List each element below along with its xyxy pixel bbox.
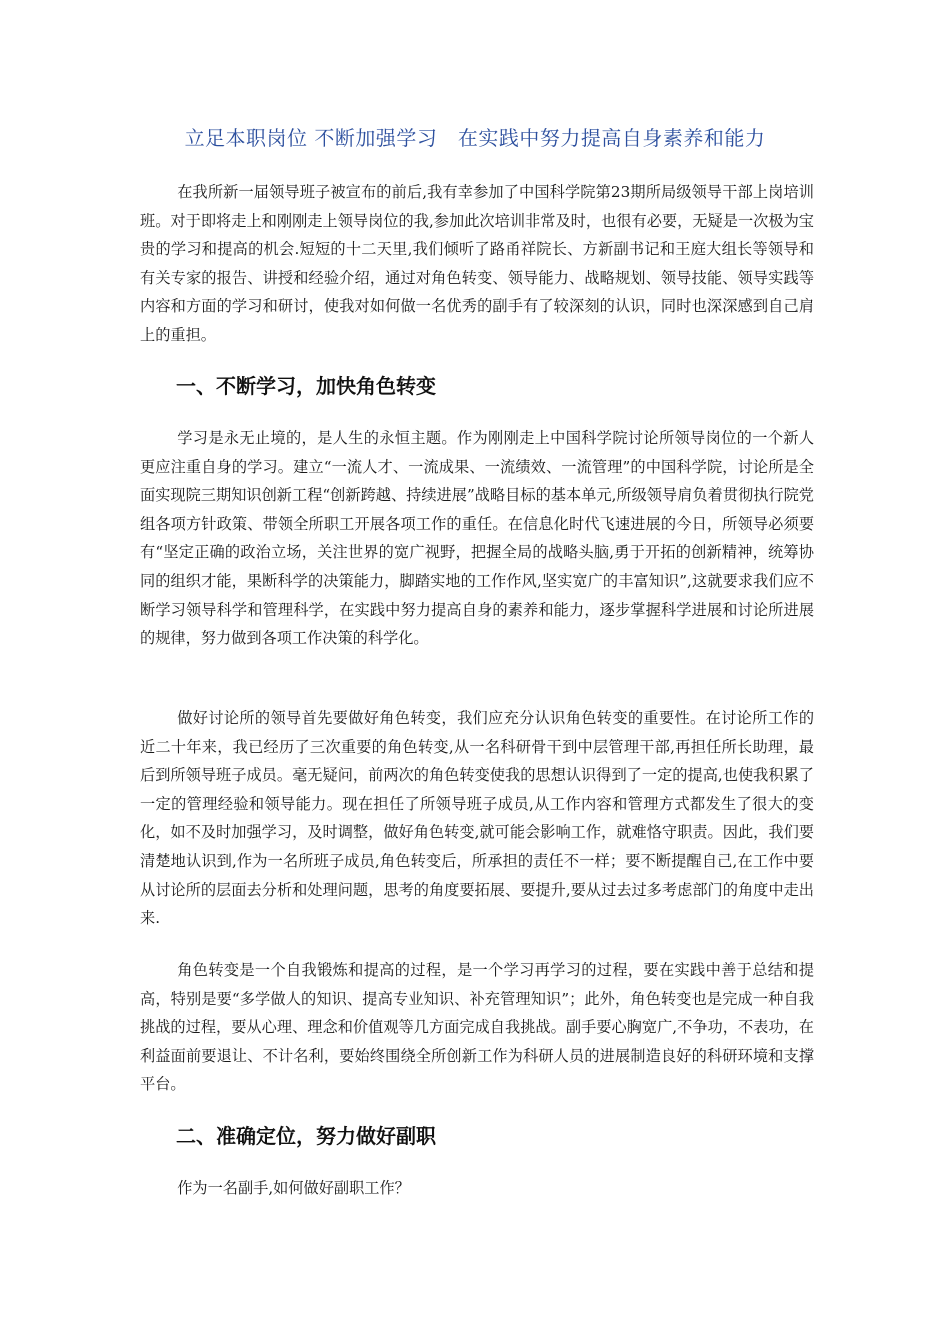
section-1-heading: 一、不断学习，加快角色转变 [176,374,436,398]
section-1-paragraph-3: 角色转变是一个自我锻炼和提高的过程，是一个学习再学习的过程，要在实践中善于总结和提高，特别是要“多学做人的知识、提高专业知识、补充管理知识”；此外，角色转变也是完成一种自我挑战的过程，要从心理、理念和价值观等几方面完成自我挑战。副手要心胸宽广,不争功，不表功，在利益面前要退让、不计名利，要始终围绕全所创新工作为科研人员的进展制造良好的科研环境和支撑平台。 [140,961,814,1094]
intro-paragraph: 在我所新一届领导班子被宣布的前后,我有幸参加了中国科学院第23期所局级领导干部上岗培训班。对于即将走上和刚刚走上领导岗位的我,参加此次培训非常及时，也很有必要，无疑是一次极为宝贵的学习和提高的机会.短短的十二天里,我们倾听了路甬祥院长、方新副书记和王庭大组长等领导和有关专家的报告、讲授和经验介绍，通过对角色转变、领导能力、战略规划、领导技能、领导实践等内容和方面的学习和研讨，使我对如何做一名优秀的副手有了较深刻的认识，同时也深深感到自己肩上的重担。 [140,183,814,344]
section-1-paragraph-1: 学习是永无止境的，是人生的永恒主题。作为刚刚走上中国科学院讨论所领导岗位的一个新人更应注重自身的学习。建立“一流人才、一流成果、一流绩效、一流管理”的中国科学院，讨论所是全面实现院三期知识创新工程“创新跨越、持续进展”战略目标的基本单元,所级领导肩负着贯彻执行院党组各项方针政策、带领全所职工开展各项工作的重任。在信息化时代飞速进展的今日，所领导必须要有“坚定正确的政治立场，关注世界的宽广视野，把握全局的战略头脑,勇于开拓的创新精神，统筹协同的组织才能，果断科学的决策能力，脚踏实地的工作作风,坚实宽广的丰富知识”,这就要求我们应不断学习领导科学和管理科学，在实践中努力提高自身的素养和能力，逐步掌握科学进展和讨论所进展的规律，努力做到各项工作决策的科学化。 [140,429,814,648]
section-2-paragraph-1: 作为一名副手,如何做好副职工作？ [177,1179,410,1197]
section-2-heading: 二、准确定位，努力做好副职 [176,1124,436,1148]
section-1-paragraph-2: 做好讨论所的领导首先要做好角色转变，我们应充分认识角色转变的重要性。在讨论所工作的近二十年来，我已经历了三次重要的角色转变,从一名科研骨干到中层管理干部,再担任所长助理，最后到所领导班子成员。毫无疑问，前两次的角色转变使我的思想认识得到了一定的提高,也使我积累了一定的管理经验和领导能力。现在担任了所领导班子成员,从工作内容和管理方式都发生了很大的变化，如不及时加强学习，及时调整，做好角色转变,就可能会影响工作，就难恪守职责。因此，我们要清楚地认识到,作为一名所班子成员,角色转变后，所承担的责任不一样；要不断提醒自己,在工作中要从讨论所的层面去分析和处理问题，思考的角度要拓展、要提升,要从过去过多考虑部门的角度中走出来. [140,709,814,928]
document-title: 立足本职岗位 不断加强学习 在实践中努力提高自身素养和能力 [184,126,766,150]
